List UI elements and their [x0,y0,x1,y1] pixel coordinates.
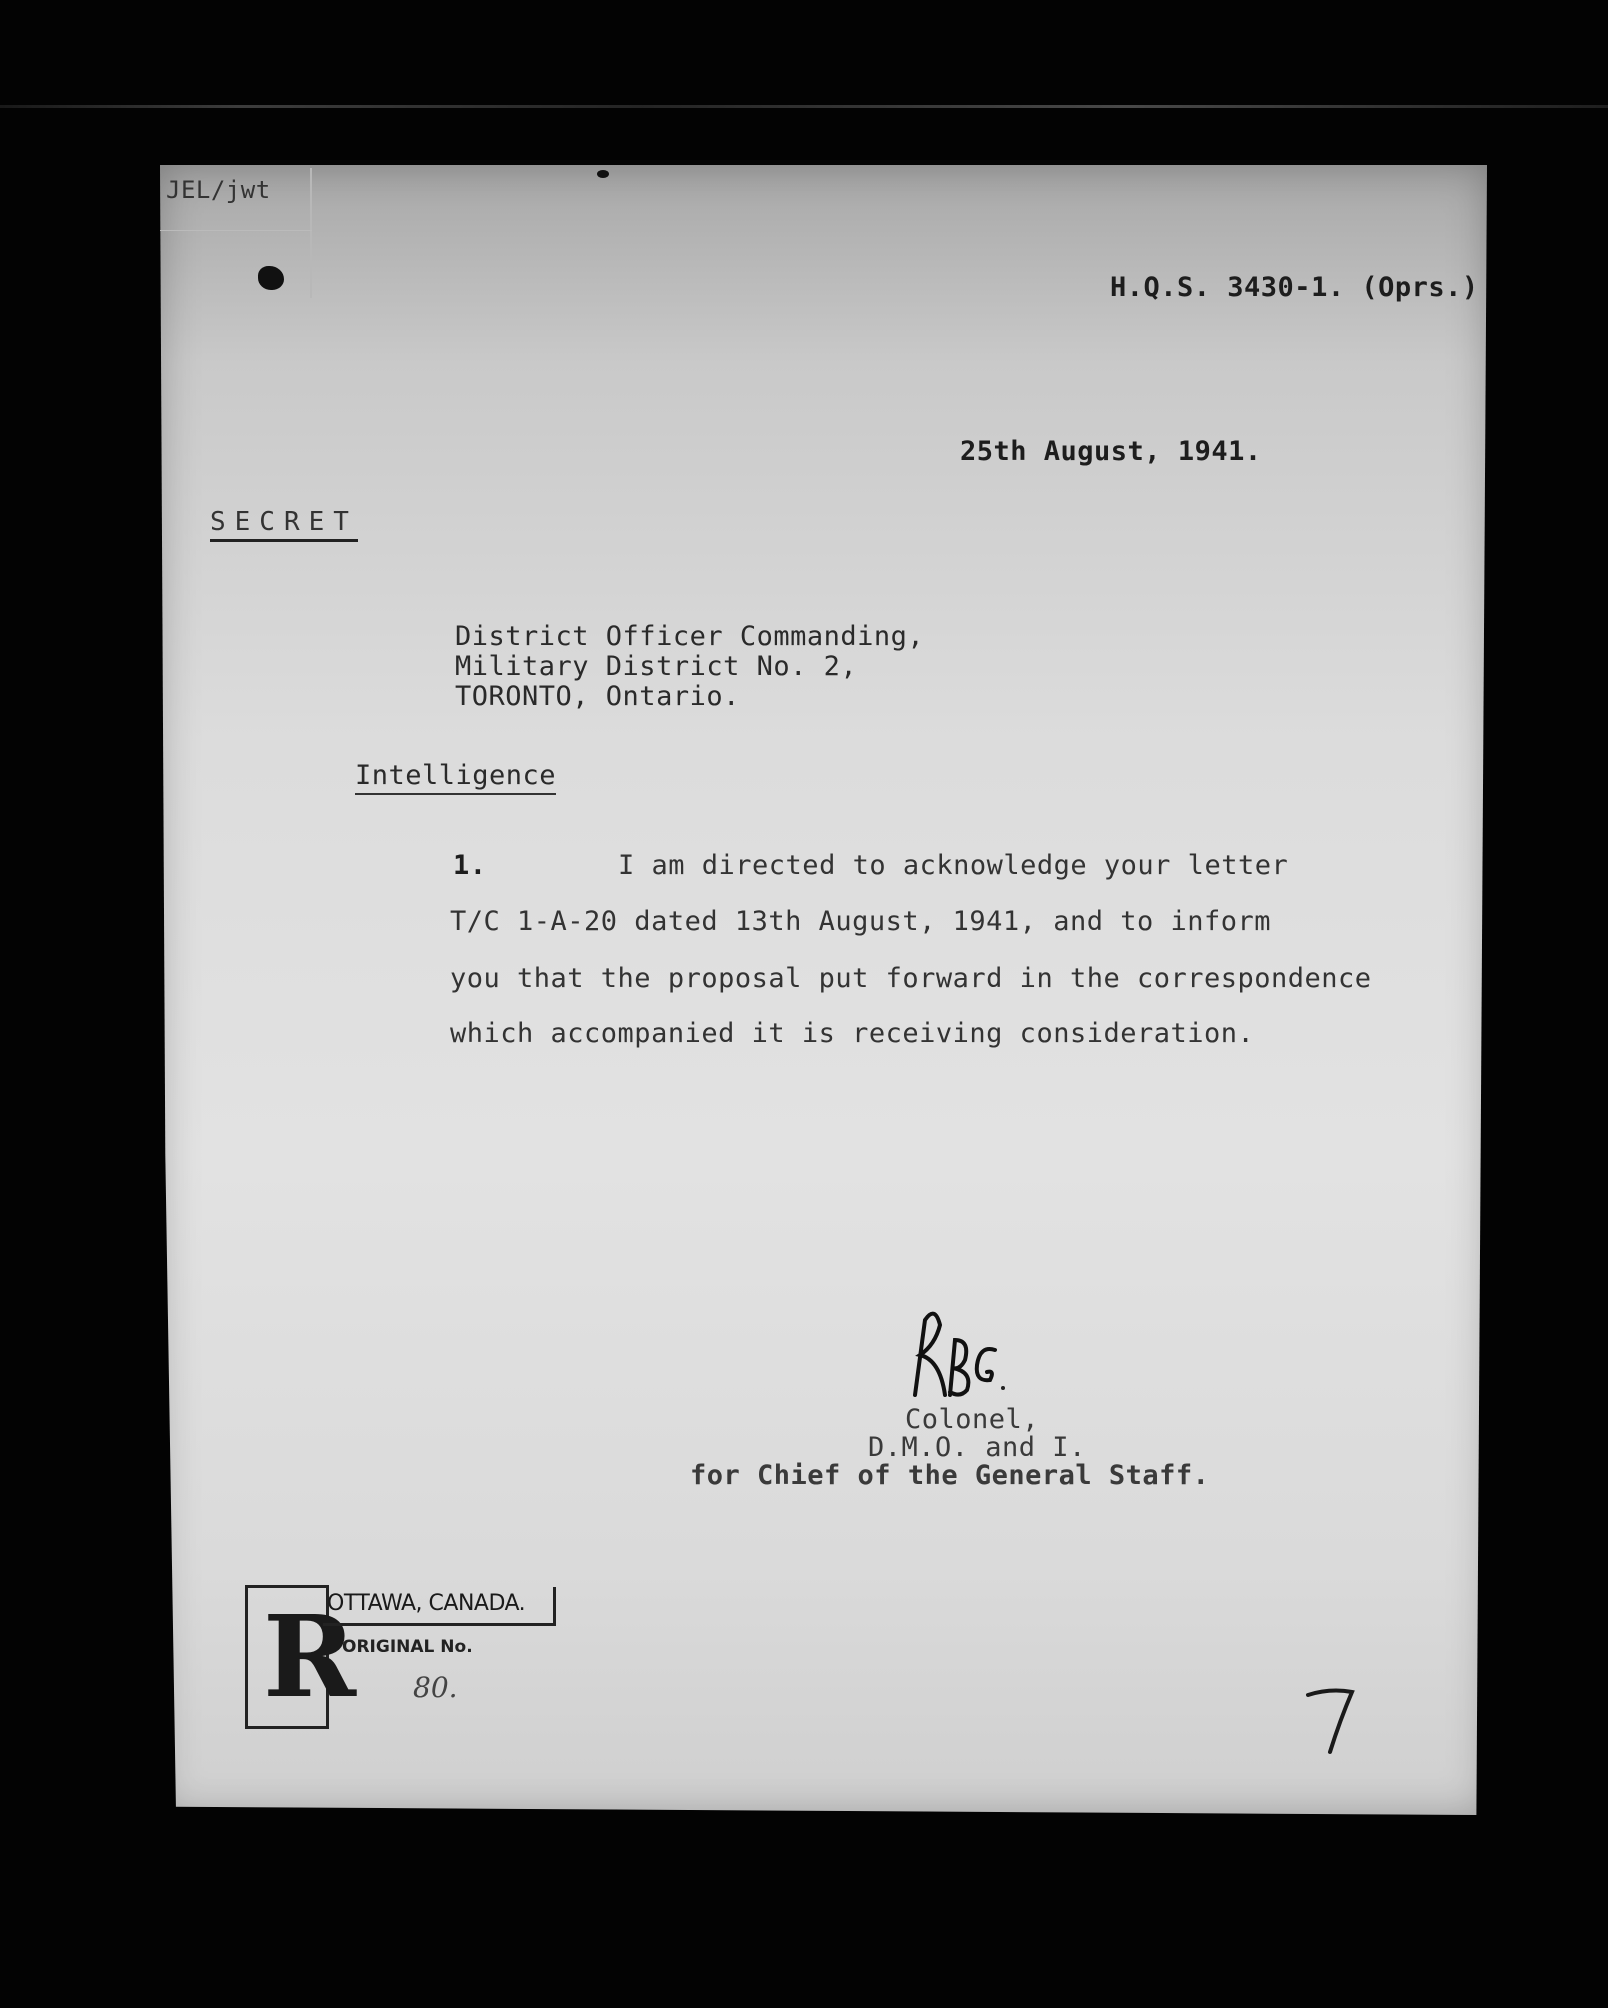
corner-rule-vertical [310,168,312,298]
stamp-letter-box [245,1585,357,1729]
film-edge-line [0,105,1608,108]
registry-stamp [245,1585,565,1725]
classification-marking: SECRET [210,507,358,542]
signatory-for-line: for Chief of the General Staff. [690,1460,1210,1491]
body-line-3: you that the proposal put forward in the correspondence [450,963,1372,994]
body-line-2: T/C 1-A-20 dated 13th August, 1941, and to inform [450,906,1272,937]
letter-date: 25th August, 1941. [960,436,1262,467]
addressee-line-1: District Officer Commanding, [455,621,925,652]
punch-hole-mark [258,266,284,290]
file-reference: H.Q.S. 3430-1. (Oprs.) [1110,272,1479,303]
typist-initials: JEL/jwt [166,176,271,204]
stamp-original-label: ORIGINAL No. [342,1637,473,1657]
stamp-location: OTTAWA, CANADA. [327,1591,526,1616]
stamp-original-number: 80. [413,1671,458,1704]
corner-rule-horizontal [160,230,312,231]
handwritten-signature [895,1300,1015,1410]
ink-dot-mark [597,170,609,178]
signatory-rank: Colonel, [905,1404,1040,1435]
paragraph-number: 1. [453,850,487,881]
body-line-4: which accompanied it is receiving consideration. [450,1018,1255,1049]
subject-heading: Intelligence [355,760,556,795]
body-line-1: I am directed to acknowledge your letter [618,850,1289,881]
signatory-title: D.M.O. and I. [868,1432,1086,1463]
handwritten-page-number [1300,1680,1360,1760]
addressee-line-2: Military District No. 2, [455,651,858,682]
addressee-line-3: TORONTO, Ontario. [455,681,740,712]
stamp-letter: R [263,1592,357,1723]
